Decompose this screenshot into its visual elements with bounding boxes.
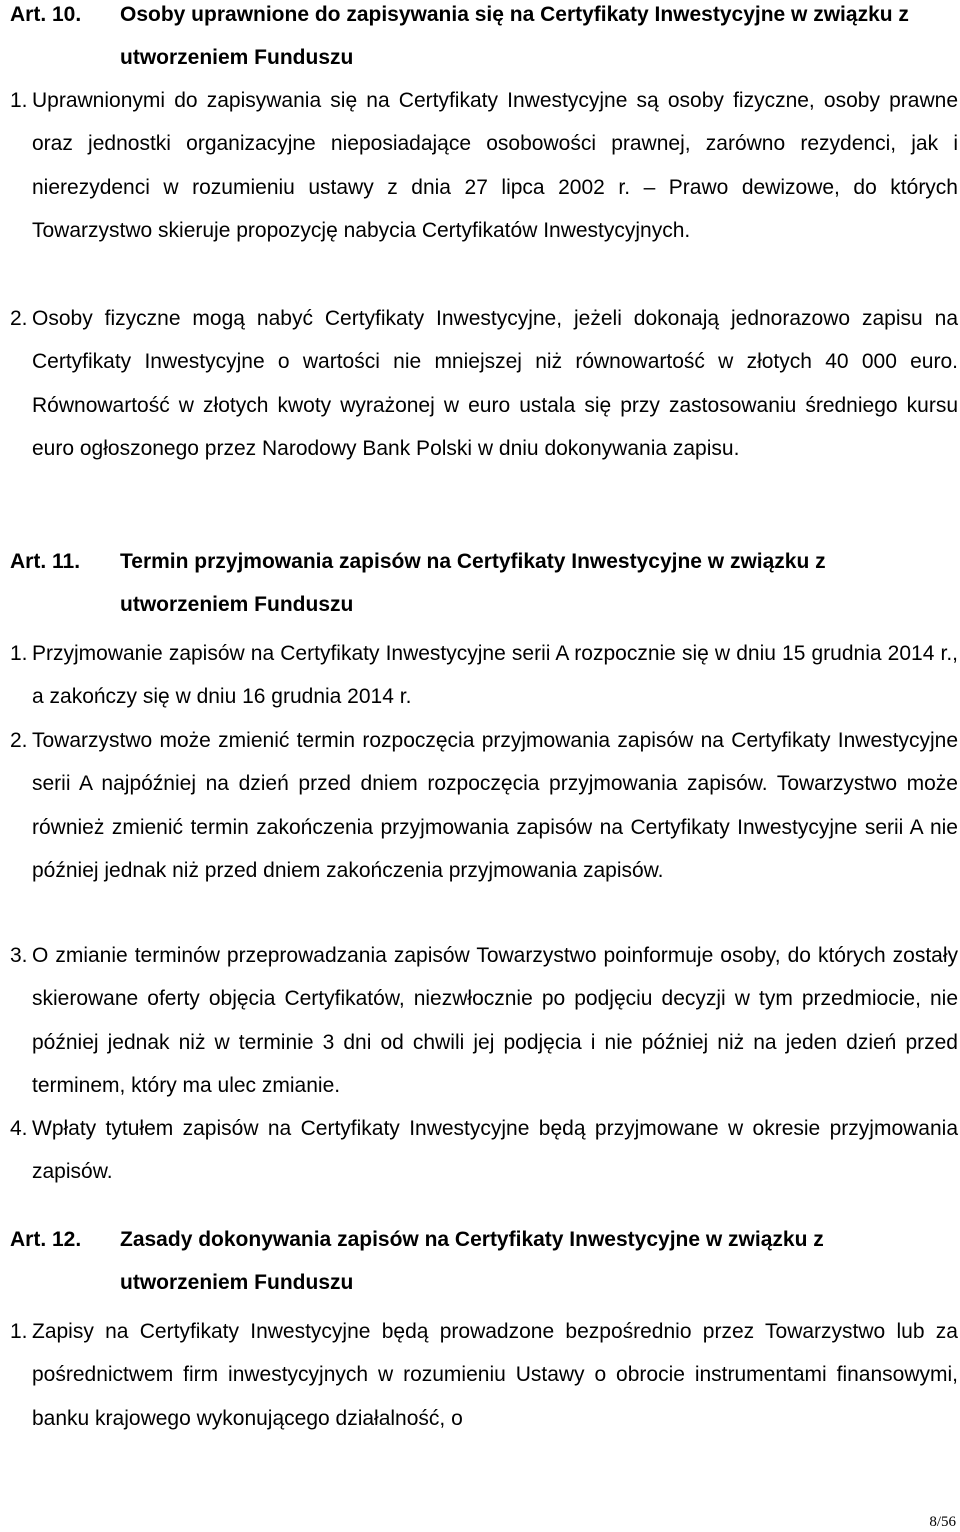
paragraph-number: 1. <box>10 642 28 665</box>
paragraph-number: 1. <box>10 89 28 112</box>
paragraph <box>10 1107 958 1194</box>
article-number: Art. 11. <box>10 550 81 573</box>
article-number: Art. 10. <box>10 3 82 26</box>
paragraph <box>10 934 958 1107</box>
paragraph-text: Osoby fizyczne mogą nabyć Certyfikaty Inwestycyjne, jeżeli dokonają jednorazowo zapisu na Certyfikaty Inwestycyjne o wartości nie mniejszej niż równowartość w złotych 40 000 euro. Równowartość w złotych kwoty wyrażonej w euro ustala się przy zastosowaniu średniego kursu euro ogłoszonego przez Narodowy Bank Polski w dniu dokonywania zapisu. <box>32 307 958 460</box>
paragraph <box>10 297 958 470</box>
paragraph-text: Wpłaty tytułem zapisów na Certyfikaty Inwestycyjne będą przyjmowane w okresie przyjmowania zapisów. <box>32 1117 958 1184</box>
paragraph-number: 1. <box>10 1320 28 1343</box>
page-number: 8/56 <box>929 1514 956 1530</box>
paragraph-text: Przyjmowanie zapisów na Certyfikaty Inwestycyjne serii A rozpocznie się w dniu 15 grudnia 2014 r., a zakończy się w dniu 16 grudnia 2014 r. <box>32 642 958 709</box>
article-number: Art. 12. <box>10 1228 82 1251</box>
article-title: Zasady dokonywania zapisów na Certyfikaty Inwestycyjne w związku z utworzeniem Funduszu <box>120 1228 824 1294</box>
article-title: Osoby uprawnione do zapisywania się na Certyfikaty Inwestycyjne w związku z utworzeniem Funduszu <box>120 3 909 69</box>
paragraph <box>10 79 958 252</box>
article-title: Termin przyjmowania zapisów na Certyfikaty Inwestycyjne w związku z utworzeniem Funduszu <box>120 550 826 616</box>
paragraph-text: Towarzystwo może zmienić termin rozpoczęcia przyjmowania zapisów na Certyfikaty Inwestycyjne serii A najpóźniej na dzień przed dniem rozpoczęcia przyjmowania zapisów. Towarzystwo może również zmienić termin zakończenia przyjmowania zapisów na Certyfikaty Inwestycyjne serii A nie później jednak niż przed dniem zakończenia przyjmowania zapisów. <box>32 729 958 882</box>
paragraph <box>10 1310 958 1440</box>
paragraph-number: 3. <box>10 944 28 967</box>
paragraph <box>10 719 958 892</box>
paragraph-text: Uprawnionymi do zapisywania się na Certyfikaty Inwestycyjne są osoby fizyczne, osoby prawne oraz jednostki organizacyjne nieposiadające osobowości prawnej, zarówno rezydenci, jak i nierezydenci w rozumieniu ustawy z dnia 27 lipca 2002 r. – Prawo dewizowe, do których Towarzystwo skieruje propozycję nabycia Certyfikatów Inwestycyjnych. <box>32 89 958 242</box>
paragraph-text: O zmianie terminów przeprowadzania zapisów Towarzystwo poinformuje osoby, do których zostały skierowane oferty objęcia Certyfikatów, niezwłocznie po podjęciu decyzji w tym przedmiocie, nie później jednak niż w terminie 3 dni od chwili jej podjęcia i nie później niż na jeden dzień przed terminem, który ma ulec zmianie. <box>32 944 958 1097</box>
paragraph-number: 2. <box>10 729 28 752</box>
paragraph-number: 4. <box>10 1117 28 1140</box>
paragraph-number: 2. <box>10 307 28 330</box>
paragraph-text: Zapisy na Certyfikaty Inwestycyjne będą prowadzone bezpośrednio przez Towarzystwo lub za pośrednictwem firm inwestycyjnych w rozumieniu Ustawy o obrocie instrumentami finansowymi, banku krajowego wykonującego działalność, o <box>32 1320 958 1430</box>
paragraph <box>10 632 958 719</box>
